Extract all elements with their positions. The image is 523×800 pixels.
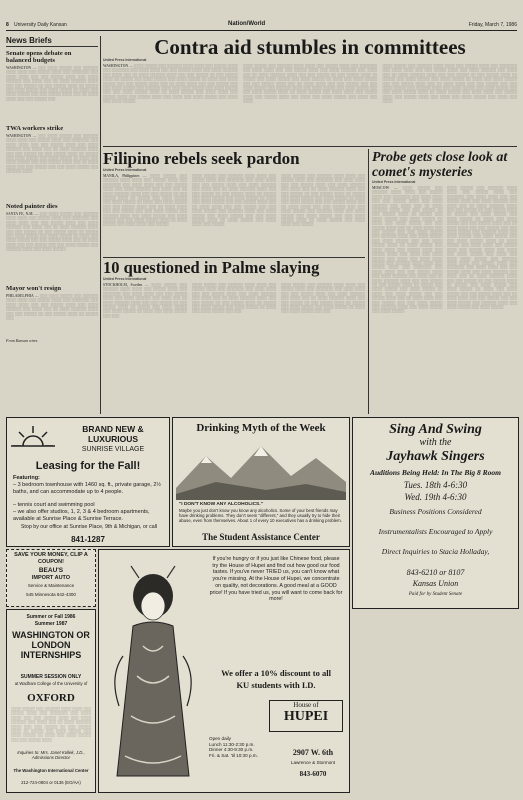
brief-headline: Senate opens debate on balanced budgets [6,50,72,64]
sing-auditions: Auditions Being Held: In The Big 8 Room [369,468,502,477]
hupei-body: If you're hungry or if you just like Chinese food, please try the House of Hupei and find out how good our food tastes. If you've never TRIED us, you can't know what you're missing. At the House of Hupei, we concentrate on quality, not decorations. A good meal at a GOOD price! If you have tried us, you will want to come back for more! [209,556,343,603]
sing-location: Kansas Union [412,579,459,588]
internship-season-2: Summer 1987 [34,621,68,627]
brief-body: WASHINGTON — ░░░ ░░░░ ░░░░░ ░░░ ░░░░░░ ░░░░ ░░░░ ░░░ ░░░░░ ░░░░ ░░░ ░░░░░░░ ░░░ ░░░░ ░░░░ ░░░ ░░░ ░░░░░ ░░░░ ░░░ ░░░░ ░░░░░░ ░░░ ░░░░ ░░░ ░░ ░░░░ ░░░░░░ ░░░░ ░░░ ░░░ ░░░░░ ░░ ░░░ ░░░░░ ░░░░ ░░ ░░░░░ ░░░ ░░░░ ░░░░░ ░░░ ░░░░ ░░░░░ ░░ ░░░░ ░░░ ░░░░ ░░░░░ ░░░ ░░░ ░░░░░ ░░░░ ░░░ ░░ ░░░░ ░░░░ ░░░ ░░░ ░░░░░ ░░░ ░░░ ░░░░ ░░░░░ ░░░ ░░░░░░ ░░░░ [6,134,98,174]
internships-ad: Summer or Fall 1986 Summer 1987 WASHINGTON OR LONDON INTERNSHIPS SUMMER SESSION ONLY at Wadham College of the University of OXFORD ░░░░ ░░░░░ ░░░ ░░░░░░ ░░░░ ░░░░ ░░░ ░░░░░ ░░░░ ░░░ ░░░░░░░ ░░░ ░░░░ ░░░░ ░░░ ░░░ ░░░░░ ░░░░ ░░░ ░░░░ ░░░░░░ ░░░ ░░░░ ░░░ ░░ ░░░░ ░░░░░░ ░░░░ ░░░ ░░░ ░░░░░ ░░ ░░░ ░░░░░ ░░░░ ░░ ░░░░░ ░░░ ░░░░ ░░░░░ ░░░ ░░░░ ░░░░░ ░░ ░░░░ ░░░ ░░░░ ░░░░░ ░░░ ░░░ ░░░░░ ░░░░ Inquiries to: Mrs. Janet Kollek, J.D., Admissions Director The Washington International Center 212-724-0804 or 0136 (EO/AA) [6,609,96,793]
hupei-logo-name: HUPEI [283,709,329,724]
internship-summer: SUMMER SESSION ONLY [20,674,82,680]
sing-instrumentalists: Instrumentalists Encouraged to Apply [378,527,493,536]
sunrise-phone: 841-1287 [71,535,105,544]
sing-date: Tues. 18th 4-6:30 [403,480,468,490]
sunrise-stop-by: Stop by our office at Sunrise Place, 9th & Michigan, or call [20,524,158,530]
comet-story: Probe gets close look at comet's mysteries United Press International MOSCOW — ░░░░ ░░░░░ ░░░ ░░░░░░ ░░░░ ░░░░ ░░░ ░░░░░ ░░░░ ░░░ ░░░░░░░ ░░░ ░░░░ ░░░░ ░░░ ░░░ ░░░░░ ░░░░ ░░░ ░░░░ ░░░░░░ ░░░ ░░░░ ░░░ ░░ ░░░░ ░░░░░░ ░░░░ ░░░ ░░░ ░░░░░ ░░ ░░░ ░░░░░ ░░░░ ░░ ░░░░░ ░░░ ░░░░ ░░░░░ ░░░ ░░░░ ░░░░░ ░░ ░░░░ ░░░ ░░░░ ░░░░░ ░░░ ░░░ ░░░░░ ░░░░ ░░░ ░░ ░░░░ ░░░░ ░░░ ░░░ ░░░░░ ░░░ ░░░ ░░░░ ░░░░░ ░░░ ░░░░░░ ░░░░ ░░░ ░░░░ ░░░░░ ░░░ ░░░░ ░░░░░ ░░░ ░░░ ░░░░ ░░░░░ ░░░░ ░░ ░░░░ ░░░░░ ░░░ ░░░░ ░░░░ ░░░ ░░░░░ ░░░░ ░░░ ░░░░░ ░░░░ ░░░ ░░░░ ░░░ ░░░░ ░░░░░ ░░░ ░░░░ ░░░ ░░░░ ░░░░ ░░░░░ ░░░ ░░░░░░ ░░░░ ░░░░ ░░░ ░░░░░ ░░░░ ░░░ ░░░░░░░ ░░░ ░░░░ ░░░░ ░░░ ░░░ ░░░░░ ░░░░ ░░░ ░░░░ ░░░░░░ ░░░ ░░░░ ░░░ ░░ ░░░░ ░░░░░░ ░░░░ ░░░ ░░░ ░░░░░ ░░ ░░░ ░░░░░ ░░░░ ░░ ░░░░░ ░░░ ░░░░ ░░░░░ ░░░ ░░░░ ░░░░░ ░░ ░░░░ ░░░ ░░░░ ░░░░░ ░░░ ░░░ ░░░░░ ░░░░ ░░░ ░░ ░░░░ ░░░░ ░░░ ░░░ ░░░░░ ░░░ ░░░ ░░░░ ░░░░░ ░░░ ░░░░░░ ░░░░ ░░░ ░░░░ ░░░░░ ░░░ ░░░░ ░░░░░ ░░░░ ░░░░░ ░░░ ░░░░░░ ░░░░ ░░░░ ░░░ ░░░░░ ░░░░ ░░░ ░░░░░░░ ░░░ ░░░░ ░░░░ ░░░ ░░░ ░░░░░ ░░░░ ░░░ ░░░░ ░░░░░░ ░░░ ░░░░ ░░░ ░░ ░░░░ ░░░░░░ ░░░░ ░░░ ░░░ ░░░░░ ░░ ░░░ ░░░░░ ░░░░ ░░ ░░░░░ ░░░ ░░░░ ░░░░░ ░░░ ░░░░ ░░░░░ ░░ ░░░░ ░░░ ░░░░ ░░░░░ ░░░ ░░░ ░░░░░ ░░░░ ░░░ ░░ ░░░░ ░░░░ ░░░ ░░░ ░░░░░ ░░░ ░░░ ░░░░ ░░░░░ ░░░ ░░░░░░ ░░░░ ░░░ ░░░░ ░░░░░ ░░░ ░░░░ ░░░░░ ░░░ ░░░ ░░░░ ░░░░░ ░░░░ ░░ ░░░░ ░░░░░ ░░░ ░░░░ ░░░░ ░░░ ░░░░░ ░░░░ ░░░ ░░░░░ ░░░░ ░░░ ░░░░ ░░░ ░░░░ ░░░░░ ░░░ ░░░░ ░░░ ░░░░ ░░░░ ░░░░░ ░░░ ░░░░░░ ░░░░ ░░░░ ░░░ ░░░░░ ░░░░ ░░░ ░░░░░░░ ░░░ ░░░░ ░░░░ ░░░ ░░░ ░░░░░ ░░░░ ░░░ ░░░░ ░░░░░░ ░░░ ░░░░ ░░░ ░░ ░░░░ ░░░░░░ ░░░░ ░░░ ░░░ ░░░░░ ░░ ░░░ ░░░░░ ░░░░ ░░ ░░░░░ ░░░ ░░░░ ░░░░░ ░░░ ░░░░ ░░░░░ ░░ ░░░░ ░░░ ░░░░ ░░░░░ ░░░ ░░░ ░░░░░ ░░░░ ░░░ ░░ ░░░░ ░░░░ ░░░ ░░░ ░░░░░ ░░░ ░░░ ░░░░ ░░░░░ ░░░ ░░░░░░ ░░░░ ░░░ ░░░░ ░░░░░ ░░░ ░░░░ ░░░░░ [372,150,517,314]
brief-headline: TWA workers strike [6,125,64,132]
internship-summer-sub: at Wadham College of the University of [14,681,88,686]
internship-season: Summer or Fall 1986 [26,614,76,620]
jayhawk-singers-ad [352,417,519,609]
sing-title-group: Jayhawk Singers [386,449,485,464]
myth-title: Drinking Myth of the Week [196,422,326,434]
palme-headline: 10 questioned in Palme slaying [103,258,320,277]
brief-body: SANTA FE, N.M. — ░░░ ░░░░ ░░░░░ ░░░ ░░░░░░ ░░░░ ░░░░ ░░░ ░░░░░ ░░░░ ░░░ ░░░░░░░ ░░░ ░░░░ ░░░░ ░░░ ░░░ ░░░░░ ░░░░ ░░░ ░░░░ ░░░░░░ ░░░ ░░░░ ░░░ ░░ ░░░░ ░░░░░░ ░░░░ ░░░ ░░░ ░░░░░ ░░ ░░░ ░░░░░ ░░░░ ░░ ░░░░░ ░░░ ░░░░ ░░░░░ ░░░ ░░░░ ░░░░░ ░░ ░░░░ ░░░ ░░░░ ░░░░░ ░░░ ░░░ ░░░░░ ░░░░ ░░░ ░░ ░░░░ ░░░░ ░░░ ░░░ ░░░░░ ░░░ ░░░ ░░░░ ░░░░░ ░░░ ░░░░░░ ░░░░ ░░░ ░░░░ ░░░░░ [6,212,98,252]
page-number: 8 [6,22,9,28]
sunrise-feature: – 3 bedroom townhouse with 1460 sq. ft., private garage, 2½ baths, and can accommodate up to 4 people. [13,482,161,495]
news-briefs-column [6,36,98,414]
coupon-shop-type: IMPORT AUTO [31,575,71,581]
ad-blank-area [352,611,517,791]
news-briefs-title: News Briefs [6,36,98,47]
brief-headline: Mayor won't resign [6,285,62,292]
sunrise-village-ad [6,417,170,547]
sunrise-features-label: Featuring: [13,475,40,481]
sing-direct: Direct Inquiries to Stacia Holladay, [381,547,490,556]
hupei-logo-line: House of [293,701,319,709]
palme-byline: United Press International [103,277,147,281]
internship-phone: 212-724-0804 or 0136 (EO/AA) [21,780,81,785]
page-header [6,20,517,31]
internship-org: The Washington International Center [13,768,89,773]
filipino-headline: Filipino rebels seek pardon [103,149,300,168]
internship-director: Inquiries to: Mrs. Janet Kollek, J.D., Admissions Director [17,750,85,761]
contra-byline: United Press International [103,58,147,62]
internship-title: WASHINGTON OR LONDON INTERNSHIPS [12,630,90,660]
hupei-phone: 843-6070 [299,770,327,778]
contra-headline: Contra aid stumbles in committees [154,35,466,59]
myth-quote: "I DON'T KNOW ANY ALCOHOLICS." [179,502,263,507]
palme-story: 10 questioned in Palme slaying United Press International STOCKHOLM, Sweden — ░░░░ ░░░░░ ░░░ ░░░░░░ ░░░░ ░░░░ ░░░ ░░░░░ ░░░░ ░░░ ░░░░░░░ ░░░ ░░░░ ░░░░ ░░░ ░░░ ░░░░░ ░░░░ ░░░ ░░░░ ░░░░░░ ░░░ ░░░░ ░░░ ░░ ░░░░ ░░░░░░ ░░░░ ░░░ ░░░ ░░░░░ ░░ ░░░ ░░░░░ ░░░░ ░░ ░░░░░ ░░░ ░░░░ ░░░░░ ░░░ ░░░░ ░░░░░ ░░ ░░░░ ░░░ ░░░░ ░░░░░ ░░░ ░░░ ░░░░ ░░░░░ ░░░ ░░░░░░ ░░░░ ░░░░ ░░░ ░░░░░ ░░░░ ░░░ ░░░░░░░ ░░░ ░░░░ ░░░░ ░░░ ░░░ ░░░░░ ░░░░ ░░░ ░░░░ ░░░░░░ ░░░ ░░░░ ░░░ ░░ ░░░░ ░░░░░░ ░░░░ ░░░ ░░░ ░░░░░ ░░ ░░░ ░░░░░ ░░░░ ░░ ░░░░░ ░░░ ░░░░ ░░░░░ ░░░ ░░░░ ░░░░░ ░░ ░░░░ ░░░ ░░░░ ░░░░░ ░░░ ░░░ ░░░░ ░░░░░ ░░░ ░░░░░░ ░░░░ ░░░░ ░░░ ░░░░░ ░░░░ ░░░ ░░░░░░░ ░░░ ░░░░ ░░░░ ░░░ ░░░ ░░░░░ ░░░░ ░░░ ░░░░ ░░░░░░ ░░░ ░░░░ ░░░ ░░ ░░░░ ░░░░░░ ░░░░ ░░░ ░░░ ░░░░░ ░░ ░░░ ░░░░░ ░░░░ ░░ ░░░░░ ░░░ ░░░░ ░░░░░ ░░░ ░░░░ ░░░░░ ░░ ░░░░ ░░░ ░░░░ ░░░░░ ░░░ ░░░ [103,258,365,318]
filipino-story: Filipino rebels seek pardon United Press International MANILA, Philippines — ░░░░ ░░░░░ ░░░ ░░░░░░ ░░░░ ░░░░ ░░░ ░░░░░ ░░░░ ░░░ ░░░░░░░ ░░░ ░░░░ ░░░░ ░░░ ░░░ ░░░░░ ░░░░ ░░░ ░░░░ ░░░░░░ ░░░ ░░░░ ░░░ ░░ ░░░░ ░░░░░░ ░░░░ ░░░ ░░░ ░░░░░ ░░ ░░░ ░░░░░ ░░░░ ░░ ░░░░░ ░░░ ░░░░ ░░░░░ ░░░ ░░░░ ░░░░░ ░░ ░░░░ ░░░ ░░░░ ░░░░░ ░░░ ░░░ ░░░░░ ░░░░ ░░░ ░░ ░░░░ ░░░░ ░░░ ░░░ ░░░░░ ░░░ ░░░ ░░░░ ░░░░░ ░░░ ░░░░░░ ░░░░ ░░░ ░░░░ ░░░░░ ░░░ ░░░░ ░░░░░ ░░░ ░░░ ░░░░ ░░░░░ ░░░░ ░░ ░░░░ ░░░░░ ░░░ ░░░░ ░░░░ ░░░ ░░░░░ ░░░░ ░░░░░ ░░░ ░░░░░░ ░░░░ ░░░░ ░░░ ░░░░░ ░░░░ ░░░ ░░░░░░░ ░░░ ░░░░ ░░░░ ░░░ ░░░ ░░░░░ ░░░░ ░░░ ░░░░ ░░░░░░ ░░░ ░░░░ ░░░ ░░ ░░░░ ░░░░░░ ░░░░ ░░░ ░░░ ░░░░░ ░░ ░░░ ░░░░░ ░░░░ ░░ ░░░░░ ░░░ ░░░░ ░░░░░ ░░░ ░░░░ ░░░░░ ░░ ░░░░ ░░░ ░░░░ ░░░░░ ░░░ ░░░ ░░░░░ ░░░░ ░░░ ░░ ░░░░ ░░░░ ░░░ ░░░ ░░░░░ ░░░ ░░░ ░░░░ ░░░░░ ░░░ ░░░░░░ ░░░░ ░░░ ░░░░ ░░░░░ ░░░ ░░░░ ░░░░░ ░░░ ░░░ ░░░░ ░░░░░ ░░░░ ░░ ░░░░ ░░░░░ ░░░ ░░░░ ░░░░ ░░░ ░░░░░ ░░░░ ░░░░░ ░░░ ░░░░░░ ░░░░ ░░░░ ░░░ ░░░░░ ░░░░ ░░░ ░░░░░░░ ░░░ ░░░░ ░░░░ ░░░ ░░░ ░░░░░ ░░░░ ░░░ ░░░░ ░░░░░░ ░░░ ░░░░ ░░░ ░░ ░░░░ ░░░░░░ ░░░░ ░░░ ░░░ ░░░░░ ░░ ░░░ ░░░░░ ░░░░ ░░ ░░░░░ ░░░ ░░░░ ░░░░░ ░░░ ░░░░ ░░░░░ ░░ ░░░░ ░░░ ░░░░ ░░░░░ ░░░ ░░░ ░░░░░ ░░░░ ░░░ ░░ ░░░░ ░░░░ ░░░ ░░░ ░░░░░ ░░░ ░░░ ░░░░ ░░░░░ ░░░ ░░░░░░ ░░░░ ░░░ ░░░░ ░░░░░ ░░░ ░░░░ ░░░░░ ░░░ ░░░ ░░░░ ░░░░░ ░░░░ ░░ ░░░░ ░░░░░ ░░░ ░░░░ ░░░░ ░░░ ░░░░░ [103,149,365,227]
wire-credit: From Kansan wires [6,338,38,343]
sunrise-tagline: Leasing for the Fall! [35,460,141,472]
hupei-address: 2907 W. 6th [292,748,334,757]
page-date: Friday, March 7, 1986 [468,22,517,28]
sunrise-subtitle: SUNRISE VILLAGE [81,446,145,453]
sing-title: Sing And Swing [389,422,482,437]
myth-sponsor: The Student Assistance Center [202,532,320,542]
paper-name: University Daily Kansan [14,22,67,28]
coupon-ad [6,549,96,607]
sing-paid-by: Paid for by Student Senate [408,592,463,597]
hupei-logo [269,700,343,732]
comet-byline: United Press International [372,180,416,184]
sunrise-feature: – tennis court and swimming pool [13,502,95,508]
filipino-byline: United Press International [103,168,147,172]
coupon-shop-name: BEAU'S [38,567,64,574]
drinking-myth-ad [172,417,350,547]
coupon-shop-sub: Service & Maintenance [27,583,75,588]
sunrise-feature: – we also offer studios, 1, 2, 3 & 4 bedroom apartments, available at Sunrise Place & Sunrise Terrace. [13,509,150,522]
coupon-shop-phone: 545 Minnesota 842-4300 [26,592,76,597]
sing-phone: 843-6210 or 8107 [406,568,465,577]
sunrise-village-logo [11,422,55,460]
hupei-hours: Open daily Lunch 11:30-2:30 p.m. Dinner 4:30-9:30 p.m. Fri. & Sat. 'til 10:30 p.m. [209,736,258,758]
section-rule [103,146,517,147]
geisha-illustration [103,556,203,786]
hupei-discount-2: KU students with I.D. [236,680,316,690]
myth-body: Maybe you just don't know you know any alcoholics. Some of your best friends may have drinking problems. They don't seem "different," and they usually try to hide their abuse, even from themselves. About 1 of every 10 executives has a drinking problem. [179,508,342,523]
mountains-illustration [176,438,346,500]
section-name: Nation/World [228,21,266,27]
brief-headline: Noted painter dies [6,203,58,210]
column-divider [100,36,101,414]
sing-date: Wed. 19th 4-6:30 [404,492,467,502]
internship-oxford: OXFORD [27,692,75,704]
contra-story [103,36,517,144]
coupon-title: SAVE YOUR MONEY, CLIP A COUPON! [14,552,88,565]
sunrise-title: BRAND NEW & LUXURIOUS [82,424,144,444]
house-of-hupei-ad [98,549,350,793]
comet-headline: Probe gets close look at comet's mysteries [372,150,508,180]
sing-positions: Business Positions Considered [389,507,482,516]
brief-body: WASHINGTON — ░░░ ░░░░ ░░░░░ ░░░ ░░░░░░ ░░░░ ░░░░ ░░░ ░░░░░ ░░░░ ░░░ ░░░░░░░ ░░░ ░░░░ ░░░░ ░░░ ░░░ ░░░░░ ░░░░ ░░░ ░░░░ ░░░░░░ ░░░ ░░░░ ░░░ ░░ ░░░░ ░░░░░░ ░░░░ ░░░ ░░░ ░░░░░ ░░ ░░░ ░░░░░ ░░░░ ░░ ░░░░░ ░░░ ░░░░ ░░░░░ ░░░ ░░░░ ░░░░░ ░░ ░░░░ ░░░ ░░░░ ░░░░░ ░░░ ░░░ ░░░░░ ░░░░ ░░░ ░░ ░░░░ ░░░░ ░░░ ░░░ ░░░░░ ░░░ [6,66,98,101]
hupei-discount: We offer a 10% discount to all [221,668,331,678]
sing-title-with: with the [419,437,452,448]
hupei-city: Lawrence & Stormont [290,760,336,765]
brief-body: PHILADELPHIA — ░░░ ░░░░ ░░░░░ ░░░ ░░░░░░ ░░░░ ░░░░ ░░░ ░░░░░ ░░░░ ░░░ ░░░░░░░ ░░░ ░░░░ ░░░░ ░░░ ░░░ ░░░░░ ░░░░ ░░░ ░░░░ ░░░░░░ ░░░ ░░░░ ░░░ ░░ ░░░░ ░░░░░░ ░░░░ ░░░ ░░░ ░░░░░ ░░ ░░░ ░░░░░ ░░░░ ░░ ░░░░░ ░░░ [6,294,98,321]
contra-body: WASHINGTON — ░░░░ ░░░░░ ░░░ ░░░░░░ ░░░░ ░░░░ ░░░ ░░░░░ ░░░░ ░░░ ░░░░░░░ ░░░ ░░░░ ░░░░ ░░░ ░░░ ░░░░░ ░░░░ ░░░ ░░░░ ░░░░░░ ░░░ ░░░░ ░░░ ░░ ░░░░ ░░░░░░ ░░░░ ░░░ ░░░ ░░░░░ ░░ ░░░ ░░░░░ ░░░░ ░░ ░░░░░ ░░░ ░░░░ ░░░░░ ░░░ ░░░░ ░░░░░ ░░ ░░░░ ░░░ ░░░░ ░░░░░ ░░░ ░░░ ░░░░░ ░░░░ ░░░ ░░ ░░░░ ░░░░ ░░░ ░░░ ░░░░░ ░░░ ░░░ ░░░░ ░░░░░ ░░░ ░░░░░░ ░░░░ ░░░ ░░░░ ░░░░░ ░░░ ░░░░ ░░░░░ ░░░ ░░░ ░░░░ ░░░░░ ░░░░ ░░ ░░░░ ░░░░░ ░░░ ░░░░ ░░░░ ░░░ ░░░░░ ░░░░ ░░░ ░░░░░ ░░░░ ░░░ ░░░░ ░░░ ░░░░ ░░░░░ ░░░ ░░░░ ░░░ ░░░░ ░░░░░ ░░░░ ░░░░░ ░░░ ░░░░░░ ░░░░ ░░░░ ░░░ ░░░░░ ░░░░ ░░░ ░░░░░░░ ░░░ ░░░░ ░░░░ ░░░ ░░░ ░░░░░ ░░░░ ░░░ ░░░░ ░░░░░░ ░░░ ░░░░ ░░░ ░░ ░░░░ ░░░░░░ ░░░░ ░░░ ░░░ ░░░░░ ░░ ░░░ ░░░░░ ░░░░ ░░ ░░░░░ ░░░ ░░░░ ░░░░░ ░░░ ░░░░ ░░░░░ ░░ ░░░░ ░░░ ░░░░ ░░░░░ ░░░ ░░░ ░░░░░ ░░░░ ░░░ ░░ ░░░░ ░░░░ ░░░ ░░░ ░░░░░ ░░░ ░░░ ░░░░ ░░░░░ ░░░ ░░░░░░ ░░░░ ░░░ ░░░░ ░░░░░ ░░░ ░░░░ ░░░░░ ░░░ ░░░ ░░░░ ░░░░░ ░░░░ ░░ ░░░░ ░░░░░ ░░░ ░░░░ ░░░░ ░░░ ░░░░░ ░░░░ ░░░ ░░░░░ ░░░░ ░░░ ░░░░ ░░░ ░░░░ ░░░░░ ░░░ ░░░░ ░░░ ░░░░ ░░░░ ░░░░░ ░░░ ░░░░░░ ░░░░ ░░░░ ░░░ ░░░░░ ░░░░ ░░░ ░░░░░░░ ░░░ ░░░░ ░░░░ ░░░ ░░░ ░░░░░ ░░░░ ░░░ ░░░░ ░░░░░░ ░░░ ░░░░ ░░░ ░░ ░░░░ ░░░░░░ ░░░░ ░░░ ░░░ ░░░░░ ░░ ░░░ ░░░░░ ░░░░ ░░ ░░░░░ ░░░ ░░░░ ░░░░░ ░░░ ░░░░ ░░░░░ ░░ ░░░░ ░░░ ░░░░ ░░░░░ ░░░ ░░░ ░░░░░ ░░░░ ░░░ ░░ ░░░░ ░░░░ ░░░ ░░░ ░░░░░ ░░░ ░░░ ░░░░ ░░░░░ ░░░ ░░░░░░ ░░░░ ░░░ ░░░░ ░░░░░ ░░░ ░░░░ ░░░░░ ░░░ ░░░ ░░░░ ░░░░░ ░░░░ ░░ ░░░░ ░░░░░ ░░░ ░░░░ ░░░░ ░░░ ░░░░░ ░░░░ ░░░ ░░░░░ ░░░░ ░░░ ░░░░ ░░░ ░░░░ ░░░░░ ░░░ ░░░░ ░░░ ░░░░ [103,64,518,104]
